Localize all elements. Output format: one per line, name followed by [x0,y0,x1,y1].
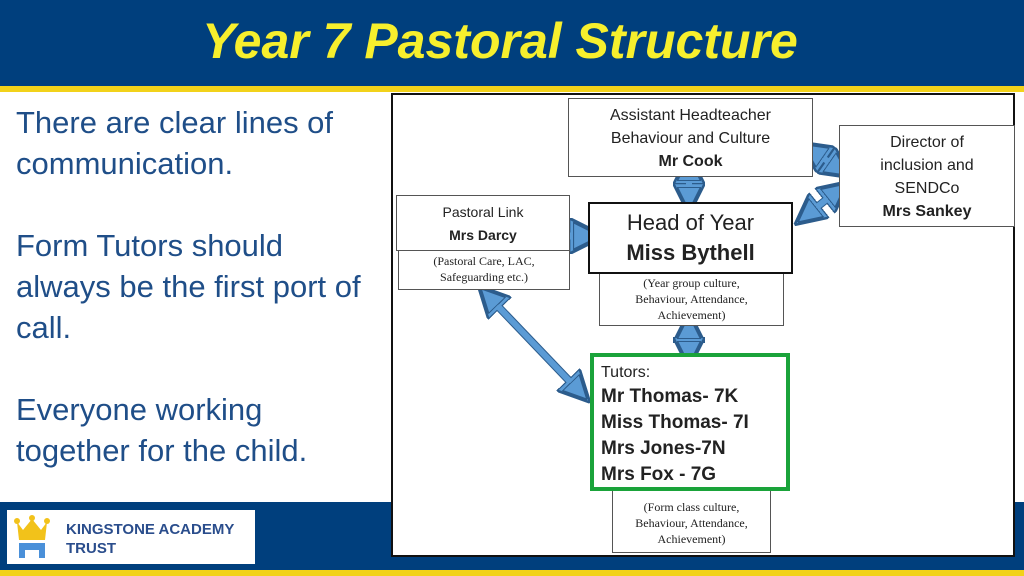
footer-rule [0,570,1024,576]
double-arrow [813,151,839,169]
director-name: Mrs Sankey [882,203,972,220]
tutor-7k: Mr Thomas- 7K [601,386,739,407]
director-role-line-1: Director of [890,134,964,151]
director-role-line-3: SENDCo [894,180,960,197]
intro-paragraph-1: There are clear lines of communication. [16,105,334,181]
logo-line-1: KINGSTONE ACADEMY [66,521,235,538]
ah-role-line-2: Behaviour and Culture [610,130,771,147]
tutor-7i: Miss Thomas- 7I [601,412,749,433]
pastoral-link-box [396,195,570,251]
ah-role-line-1: Assistant Headteacher [610,107,771,124]
tutors-note-line-3: Achievement) [657,532,726,546]
hoy-note-line-2: Behaviour, Attendance, [635,292,748,306]
pastoral-note-line-1: (Pastoral Care, LAC, [433,254,535,268]
pastoral-diagram [391,93,1015,557]
tutor-7g: Mrs Fox - 7G [601,464,717,485]
double-arrow [489,297,579,391]
tutors-note-line-2: Behaviour, Attendance, [635,516,748,530]
crown-icon [7,510,57,564]
hoy-name: Miss Bythell [626,240,755,265]
director-box [839,125,1015,227]
intro-paragraph-3: Everyone working together for the child. [16,392,308,468]
intro-text [16,102,376,512]
head-of-year-box [588,202,793,274]
pastoral-note-line-2: Safeguarding etc.) [440,270,528,284]
tutor-7n: Mrs Jones-7N [601,438,726,459]
logo-line-2: TRUST [66,540,116,557]
ah-name: Mr Cook [658,153,723,170]
pastoral-note-box [398,250,570,290]
page-title: Year 7 Pastoral Structure [202,13,798,69]
tutors-note-line-1: (Form class culture, [643,500,740,514]
intro-paragraph-2: Form Tutors should always be the first port of call. [16,228,361,345]
logo-text [66,520,234,558]
hoy-note-line-1: (Year group culture, [643,276,740,290]
hoy-note-line-3: Achievement) [657,308,726,322]
director-role-line-2: inclusion and [880,157,974,174]
hoy-role: Head of Year [626,210,755,235]
tutors-box [590,353,790,491]
assistant-headteacher-box [568,98,813,177]
trust-logo [7,510,255,564]
hoy-note-box [599,272,784,326]
pastoral-role: Pastoral Link [442,204,524,220]
double-arrow [807,191,837,215]
tutors-note-box [612,489,771,553]
header-rule [0,86,1024,92]
tutors-label: Tutors: [601,364,651,381]
pastoral-name: Mrs Darcy [449,227,517,243]
